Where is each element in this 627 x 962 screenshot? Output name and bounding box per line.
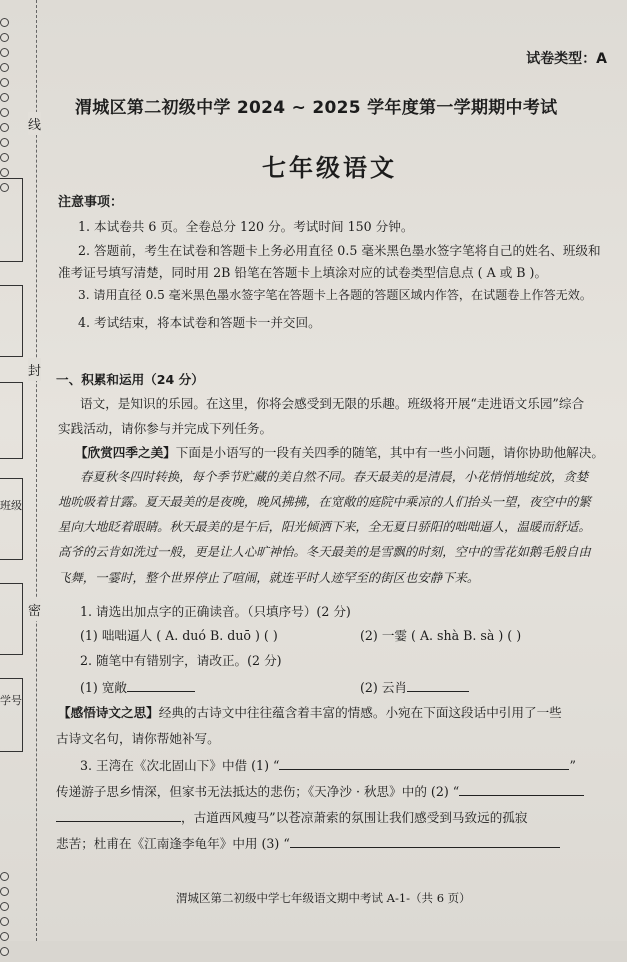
question-3-line-1 (80, 755, 576, 774)
intro-line: 实践活动，请你参与并完成下列任务。 (58, 421, 273, 436)
question-1-a: (1) 咄咄逼人 ( A. duó B. duō ) ( ) (80, 628, 278, 643)
answer-blank[interactable] (127, 679, 195, 692)
binding-field-box-5 (0, 583, 23, 655)
binding-field-box-1 (0, 178, 23, 262)
answer-blank[interactable] (459, 783, 584, 796)
question-3-line-2 (56, 781, 584, 800)
notice-item: 2. 答题前，考生在试卷和答题卡上务必用直径 0.5 毫米黑色墨水签字笔将自己的姓名、班级和 (78, 243, 601, 258)
binding-field-box-3 (0, 382, 23, 459)
binding-field-box-4 (0, 478, 23, 560)
question-1: 1. 请选出加点字的正确读音。（只填序号）(2 分) (80, 604, 351, 619)
seal-char-seal: 封 (28, 358, 41, 381)
page-footer: 渭城区第二初级中学七年级语文期中考试 A-1-（共 6 页） (176, 891, 471, 905)
question-2-b (360, 677, 469, 696)
question-2-b-label: (2) 云肖 (360, 680, 408, 695)
question-3-text: 悲苦；杜甫在《江南逢李龟年》中用 (3) “ (56, 836, 290, 851)
question-3-line-4 (56, 833, 560, 852)
essay-line: 星向大地眨着眼睛。秋天最美的是午后，阳光倾洒下来，全无夏日骄阳的咄咄逼人，温暖而舒适。 (58, 519, 591, 534)
answer-blank[interactable] (290, 835, 560, 848)
essay-line: 飞舞，一霎时，整个世界停止了喧闹，就连平时人迹罕至的街区也安静下来。 (58, 570, 480, 585)
question-3-line-3 (56, 807, 527, 826)
question-2-a (80, 677, 195, 696)
paper-type: 试卷类型：A (526, 51, 607, 67)
question-3-text: 传递游子思乡情深，但家书无法抵达的悲伤；《天净沙 · 秋思》中的 (2) “ (56, 784, 460, 799)
binding-field-box-2 (0, 285, 23, 357)
question-1-b: (2) 一霎 ( A. shà B. sà ) ( ) (360, 628, 522, 643)
seal-char-line: 线 (28, 112, 41, 135)
answer-blank[interactable] (56, 809, 181, 822)
question-2: 2. 随笔中有错别字，请改正。(2 分) (80, 653, 282, 668)
notice-item: 1. 本试卷共 6 页。全卷总分 120 分。考试时间 150 分钟。 (78, 219, 414, 234)
side-label-number: 学号 (0, 694, 22, 707)
side-label-class: 班级 (0, 499, 22, 512)
notice-item: 3. 请用直径 0.5 毫米黑色墨水签字笔在答题卡上各题的答题区域内作答，在试题卷上作答无效。 (78, 288, 592, 302)
exam-title: 渭城区第二初级中学 2024 ~ 2025 学年度第一学期期中考试 (75, 98, 558, 118)
notice-heading: 注意事项： (58, 195, 124, 210)
intro-line: 语文，是知识的乐园。在这里，你将会感受到无限的乐趣。班级将开展“走进语文乐园”综合 (80, 396, 585, 411)
part-two-line (58, 702, 562, 721)
notice-item: 4. 考试结束，将本试卷和答题卡一并交回。 (78, 315, 321, 330)
answer-blank[interactable] (407, 679, 469, 692)
part-one-label: 【欣赏四季之美】 (75, 445, 176, 460)
seal-char-secret: 密 (28, 598, 41, 621)
essay-line: 地吮吸着甘露。夏天最美的是夜晚，晚风拂拂，在宽敞的庭院中乘凉的人们抬头一望，夜空中的繁 (58, 494, 591, 509)
notice-item: 准考证号填写清楚，同时用 2B 铅笔在答题卡上填涂对应的试卷类型信息点 ( A 或 B )。 (58, 265, 548, 280)
essay-line: 春夏秋冬四时转换，每个季节贮藏的美自然不同。春天最美的是清晨，小花悄悄地绽放，贪婪 (80, 469, 589, 484)
binding-field-box-6 (0, 678, 23, 752)
part-two-label: 【感悟诗文之思】 (58, 705, 159, 720)
seal-dashed-line (36, 0, 37, 941)
part-two-text-2: 古诗文名句，请你帮她补写。 (56, 731, 220, 746)
question-3-text: ，古道西风瘦马”以苍凉萧索的氛围让我们感受到马致远的孤寂 (181, 810, 528, 825)
answer-blank[interactable] (279, 757, 569, 770)
question-3-quote-close: ” (569, 758, 576, 773)
part-two-text: 经典的古诗文中往往蕴含着丰富的情感。小宛在下面这段话中引用了一些 (158, 705, 562, 720)
part-one-text: 下面是小语写的一段有关四季的随笔，其中有一些小问题，请你协助他解决。 (175, 445, 604, 460)
subject-title: 七年级语文 (262, 154, 397, 182)
section-heading: 一、积累和运用（24 分） (56, 372, 204, 387)
essay-line: 高爷的云肯如洗过一般，更是让人心旷神怡。冬天最美的是雪飘的时刻，空中的雪花如鹅毛般自由 (58, 544, 591, 559)
question-3-text: 3. 王湾在《次北固山下》中借 (1) “ (80, 758, 280, 773)
part-one-line (75, 442, 604, 461)
question-2-a-label: (1) 宽敞 (80, 680, 128, 695)
